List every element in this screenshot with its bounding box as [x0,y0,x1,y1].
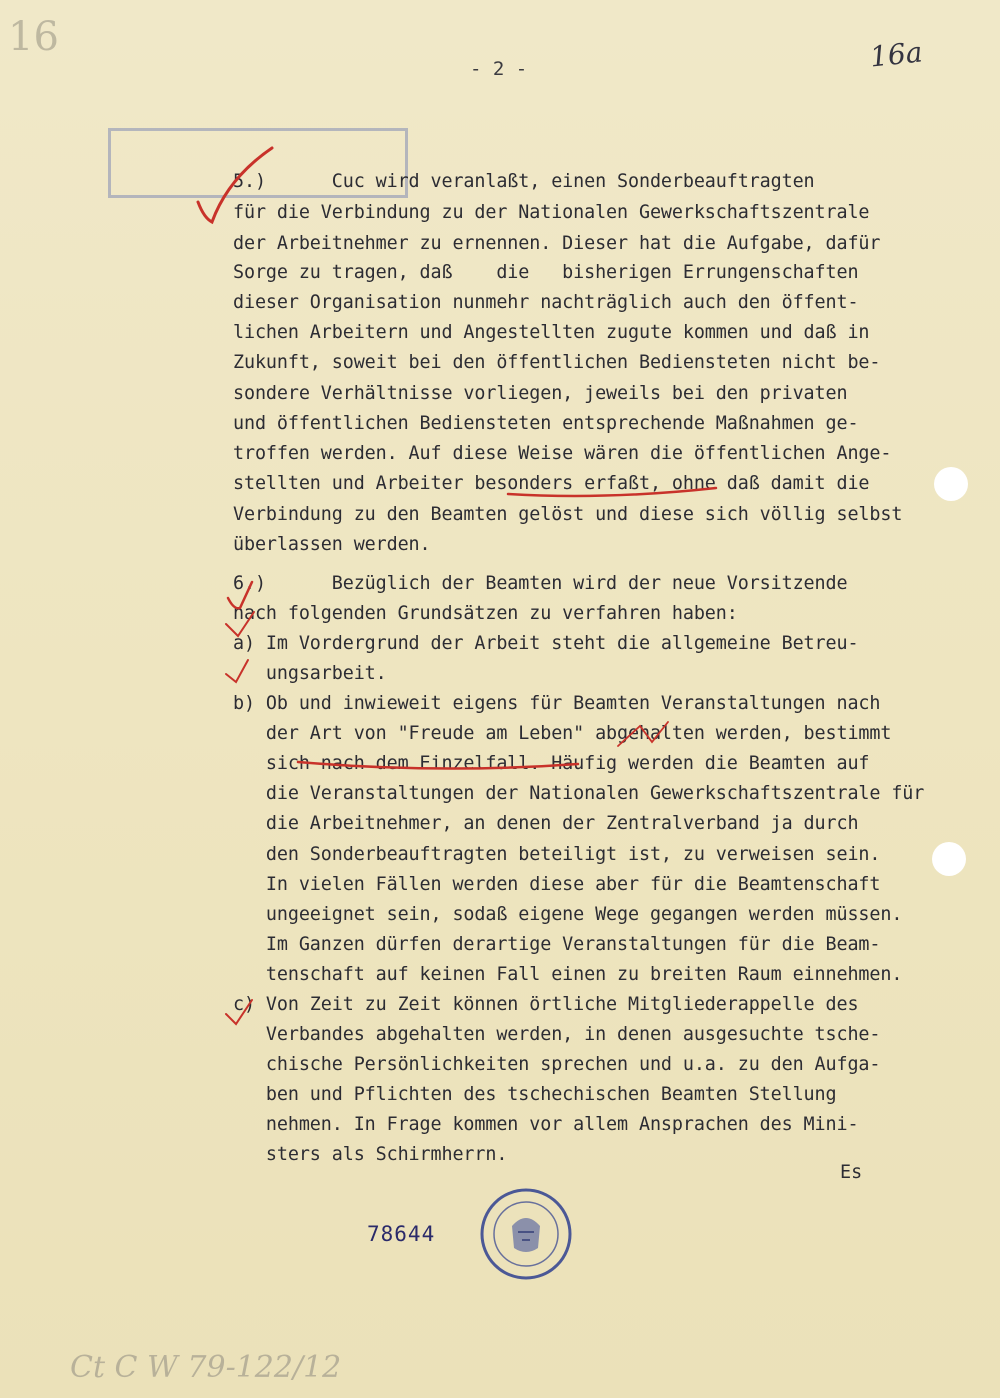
body-line: ungsarbeit. [233,663,387,684]
body-line: sondere Verhältnisse vorliegen, jeweils bei den privaten [233,383,848,404]
body-line: dieser Organisation nunmehr nachträglich auch den öffent- [233,292,859,313]
body-line: chische Persönlichkeiten sprechen und u.a. zu den Aufga- [233,1054,881,1075]
body-line: troffen werden. Auf diese Weise wären die öffentlichen Ange- [233,443,892,464]
body-line: den Sonderbeauftragten beteiligt ist, zu verweisen sein. [233,844,881,865]
body-line: 5.) Cuc wird veranlaßt, einen Sonderbeauftragten [233,171,815,192]
page-number: - 2 - [470,58,528,80]
body-line: b) Ob und inwieweit eigens für Beamten Veranstaltungen nach [233,693,881,714]
body-line: Zukunft, soweit bei den öffentlichen Bediensteten nicht be- [233,352,881,373]
body-line: der Art von "Freude am Leben" abgehalten werden, bestimmt [233,723,892,744]
body-line: 6.) Bezüglich der Beamten wird der neue Vorsitzende [233,573,848,594]
handwritten-folio-note: 16a [868,35,924,74]
archive-folio-number: 16 [8,14,59,60]
body-line: die Veranstaltungen der Nationalen Gewerkschaftszentrale für [233,783,925,804]
body-line: Verbindung zu den Beamten gelöst und diese sich völlig selbst [233,504,903,525]
body-line: sters als Schirmherrn. [233,1144,508,1165]
body-line: a) Im Vordergrund der Arbeit steht die allgemeine Betreu- [233,633,859,654]
body-line: c) Von Zeit zu Zeit können örtliche Mitgliederappelle des [233,994,859,1015]
body-line: ungeeignet sein, sodaß eigene Wege gegangen werden müssen. [233,904,903,925]
body-line: Im Ganzen dürfen derartige Veranstaltungen für die Beam- [233,934,881,955]
body-line: In vielen Fällen werden diese aber für die Beamtenschaft [233,874,881,895]
body-line: Sorge zu tragen, daß die bisherigen Errungenschaften [233,262,859,283]
body-line: nehmen. In Frage kommen vor allem Ansprachen des Mini- [233,1114,859,1135]
body-line: ben und Pflichten des tschechischen Beamten Stellung [233,1084,837,1105]
catchword: Es [840,1162,863,1183]
body-line: für die Verbindung zu der Nationalen Gewerkschaftszentrale [233,202,870,223]
body-line: stellten und Arbeiter besonders erfaßt, ohne daß damit die [233,473,870,494]
reference-number: 78644 [367,1222,436,1246]
body-line: die Arbeitnehmer, an denen der Zentralverband ja durch [233,813,859,834]
body-line: der Arbeitnehmer zu ernennen. Dieser hat die Aufgabe, dafür [233,233,881,254]
body-line: Verbandes abgehalten werden, in denen ausgesuchte tsche- [233,1024,881,1045]
body-line: nach folgenden Grundsätzen zu verfahren haben: [233,603,738,624]
pencil-archive-reference: Ct C W 79-122/12 [70,1350,342,1385]
body-line: sich nach dem Einzelfall. Häufig werden die Beamten auf [233,753,870,774]
body-line: überlassen werden. [233,534,431,555]
body-line: und öffentlichen Bediensteten entsprechende Maßnahmen ge- [233,413,859,434]
body-line: lichen Arbeitern und Angestellten zugute kommen und daß in [233,322,870,343]
body-line: tenschaft auf keinen Fall einen zu breiten Raum einnehmen. [233,964,903,985]
